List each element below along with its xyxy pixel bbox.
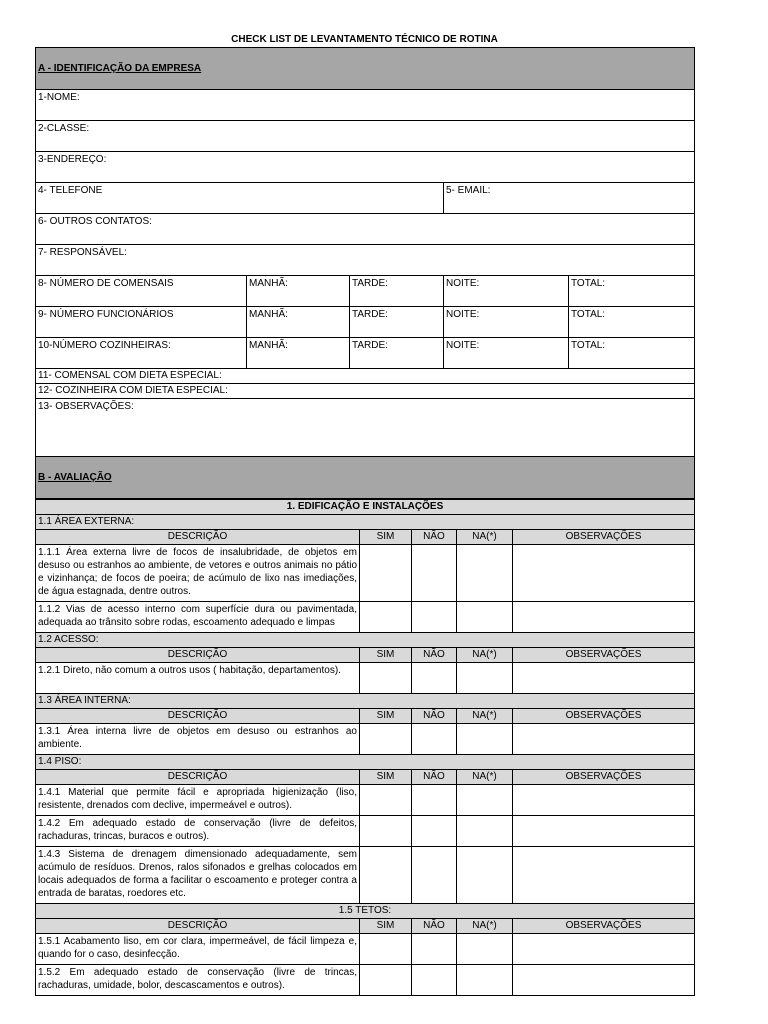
column-header-row: [36, 530, 695, 545]
table-row: [36, 663, 695, 694]
sim-cell[interactable]: [360, 663, 412, 694]
table-row: [36, 816, 695, 847]
obs-cell[interactable]: [513, 724, 695, 755]
column-header-row: [36, 648, 695, 663]
section-b-header: [36, 457, 695, 499]
col-sim: SIM: [360, 770, 412, 785]
field-comensais-manha[interactable]: MANHÃ:: [247, 276, 350, 307]
col-descricao: DESCRIÇÃO: [36, 648, 360, 663]
col-observacoes: OBSERVAÇÕES: [513, 919, 695, 934]
section-a-header: [36, 48, 695, 90]
field-cozinheira-dieta[interactable]: 12- COZINHEIRA COM DIETA ESPECIAL:: [36, 384, 695, 399]
field-cozinheiras-total[interactable]: TOTAL:: [569, 338, 695, 369]
document-title: CHECK LIST DE LEVANTAMENTO TÉCNICO DE ROTINA: [231, 34, 498, 45]
obs-cell[interactable]: [513, 663, 695, 694]
na-cell[interactable]: [457, 545, 513, 602]
col-na: NA(*): [457, 648, 513, 663]
obs-cell[interactable]: [513, 934, 695, 965]
item-description: 1.4.1 Material que permite fácil e apropriada higienização (liso, resistente, drenados com declive, impermeável e outros).: [36, 785, 360, 816]
col-na: NA(*): [457, 709, 513, 724]
nao-cell[interactable]: [412, 816, 457, 847]
table-row: [36, 724, 695, 755]
col-nao: NÃO: [412, 709, 457, 724]
subsection-piso: 1.4 PISO:: [36, 755, 695, 770]
column-header-row: [36, 770, 695, 785]
table-row: [36, 545, 695, 602]
checklist-page: [35, 33, 694, 996]
section-b-title: B - AVALIAÇÃO: [38, 472, 112, 483]
column-header-row: [36, 709, 695, 724]
table-row: [36, 934, 695, 965]
field-comensais-tarde[interactable]: TARDE:: [350, 276, 444, 307]
obs-cell[interactable]: [513, 965, 695, 996]
nao-cell[interactable]: [412, 965, 457, 996]
field-funcionarios-tarde[interactable]: TARDE:: [350, 307, 444, 338]
field-comensais-total[interactable]: TOTAL:: [569, 276, 695, 307]
col-nao: NÃO: [412, 919, 457, 934]
subsection-acesso: 1.2 ACESSO:: [36, 633, 695, 648]
item-description: 1.4.2 Em adequado estado de conservação (livre de defeitos, rachaduras, trincas, buracos e outros).: [36, 816, 360, 847]
column-header-row: [36, 919, 695, 934]
sim-cell[interactable]: [360, 934, 412, 965]
field-observacoes[interactable]: 13- OBSERVAÇÕES:: [36, 399, 695, 457]
na-cell[interactable]: [457, 816, 513, 847]
obs-cell[interactable]: [513, 545, 695, 602]
table-row: [36, 602, 695, 633]
field-cozinheiras-label: 10-NÚMERO COZINHEIRAS:: [36, 338, 247, 369]
col-descricao: DESCRIÇÃO: [36, 709, 360, 724]
field-funcionarios-label: 9- NÚMERO FUNCIONÁRIOS: [36, 307, 247, 338]
item-description: 1.2.1 Direto, não comum a outros usos ( habitação, departamentos).: [36, 663, 360, 694]
field-funcionarios-noite[interactable]: NOITE:: [444, 307, 569, 338]
field-cozinheiras-noite[interactable]: NOITE:: [444, 338, 569, 369]
obs-cell[interactable]: [513, 602, 695, 633]
col-observacoes: OBSERVAÇÕES: [513, 770, 695, 785]
na-cell[interactable]: [457, 785, 513, 816]
table-row: [36, 847, 695, 904]
col-na: NA(*): [457, 770, 513, 785]
sim-cell[interactable]: [360, 816, 412, 847]
nao-cell[interactable]: [412, 545, 457, 602]
field-comensal-dieta[interactable]: 11- COMENSAL COM DIETA ESPECIAL:: [36, 369, 695, 384]
field-cozinheiras-tarde[interactable]: TARDE:: [350, 338, 444, 369]
field-responsavel[interactable]: 7- RESPONSÁVEL:: [36, 245, 695, 276]
sim-cell[interactable]: [360, 965, 412, 996]
na-cell[interactable]: [457, 965, 513, 996]
subsection-tetos: 1.5 TETOS:: [36, 904, 695, 919]
sim-cell[interactable]: [360, 724, 412, 755]
sim-cell[interactable]: [360, 545, 412, 602]
field-outros-contatos[interactable]: 6- OUTROS CONTATOS:: [36, 214, 695, 245]
nao-cell[interactable]: [412, 602, 457, 633]
item-description: 1.5.2 Em adequado estado de conservação (livre de trincas, rachaduras, umidade, bolor, descascamentos e outros).: [36, 965, 360, 996]
field-funcionarios-manha[interactable]: MANHÃ:: [247, 307, 350, 338]
nao-cell[interactable]: [412, 663, 457, 694]
na-cell[interactable]: [457, 602, 513, 633]
sim-cell[interactable]: [360, 785, 412, 816]
evaluation-table: [35, 499, 695, 996]
col-sim: SIM: [360, 709, 412, 724]
section-a-title: A - IDENTIFICAÇÃO DA EMPRESA: [38, 63, 202, 74]
col-descricao: DESCRIÇÃO: [36, 530, 360, 545]
field-nome[interactable]: 1-NOME:: [36, 90, 695, 121]
sim-cell[interactable]: [360, 847, 412, 904]
field-comensais-label: 8- NÚMERO DE COMENSAIS: [36, 276, 247, 307]
col-na: NA(*): [457, 919, 513, 934]
na-cell[interactable]: [457, 847, 513, 904]
item-description: 1.3.1 Área interna livre de objetos em desuso ou estranhos ao ambiente.: [36, 724, 360, 755]
table-row: [36, 785, 695, 816]
table-row: [36, 965, 695, 996]
company-identification-table: [35, 47, 695, 499]
item-description: 1.1.2 Vias de acesso interno com superfície dura ou pavimentada, adequada ao trânsito sobre rodas, escoamento adequado e limpas: [36, 602, 360, 633]
field-cozinheiras-manha[interactable]: MANHÃ:: [247, 338, 350, 369]
nao-cell[interactable]: [412, 847, 457, 904]
field-telefone[interactable]: 4- TELEFONE: [36, 183, 444, 214]
field-endereco[interactable]: 3-ENDEREÇO:: [36, 152, 695, 183]
col-sim: SIM: [360, 530, 412, 545]
col-sim: SIM: [360, 919, 412, 934]
col-descricao: DESCRIÇÃO: [36, 770, 360, 785]
na-cell[interactable]: [457, 724, 513, 755]
col-descricao: DESCRIÇÃO: [36, 919, 360, 934]
col-sim: SIM: [360, 648, 412, 663]
obs-cell[interactable]: [513, 816, 695, 847]
group-title: 1. EDIFICAÇÃO E INSTALAÇÕES: [36, 500, 695, 515]
subsection-area-externa: 1.1 ÁREA EXTERNA:: [36, 515, 695, 530]
obs-cell[interactable]: [513, 785, 695, 816]
col-nao: NÃO: [412, 530, 457, 545]
item-description: 1.1.1 Área externa livre de focos de insalubridade, de objetos em desuso ou estranhos ao ambiente, de vetores e outros animais no pátio e vizinhança; de focos de poeira; de acúmulo de lixo nas imediações, de água estagnada, dentre outros.: [36, 545, 360, 602]
col-observacoes: OBSERVAÇÕES: [513, 530, 695, 545]
obs-cell[interactable]: [513, 847, 695, 904]
na-cell[interactable]: [457, 934, 513, 965]
nao-cell[interactable]: [412, 785, 457, 816]
nao-cell[interactable]: [412, 934, 457, 965]
col-na: NA(*): [457, 530, 513, 545]
item-description: 1.5.1 Acabamento liso, em cor clara, impermeável, de fácil limpeza e, quando for o caso, desinfecção.: [36, 934, 360, 965]
nao-cell[interactable]: [412, 724, 457, 755]
field-funcionarios-total[interactable]: TOTAL:: [569, 307, 695, 338]
field-email[interactable]: 5- EMAIL:: [444, 183, 695, 214]
col-nao: NÃO: [412, 770, 457, 785]
col-nao: NÃO: [412, 648, 457, 663]
col-observacoes: OBSERVAÇÕES: [513, 709, 695, 724]
na-cell[interactable]: [457, 663, 513, 694]
subsection-area-interna: 1.3 ÁREA INTERNA:: [36, 694, 695, 709]
col-observacoes: OBSERVAÇÕES: [513, 648, 695, 663]
field-comensais-noite[interactable]: NOITE:: [444, 276, 569, 307]
sim-cell[interactable]: [360, 602, 412, 633]
item-description: 1.4.3 Sistema de drenagem dimensionado adequadamente, sem acúmulo de resíduos. Drenos, ralos sifonados e grelhas colocados em locais adequados de forma a facilitar o escoamento e proteger contra a entrada de baratas, roedores etc.: [36, 847, 360, 904]
field-classe[interactable]: 2-CLASSE:: [36, 121, 695, 152]
